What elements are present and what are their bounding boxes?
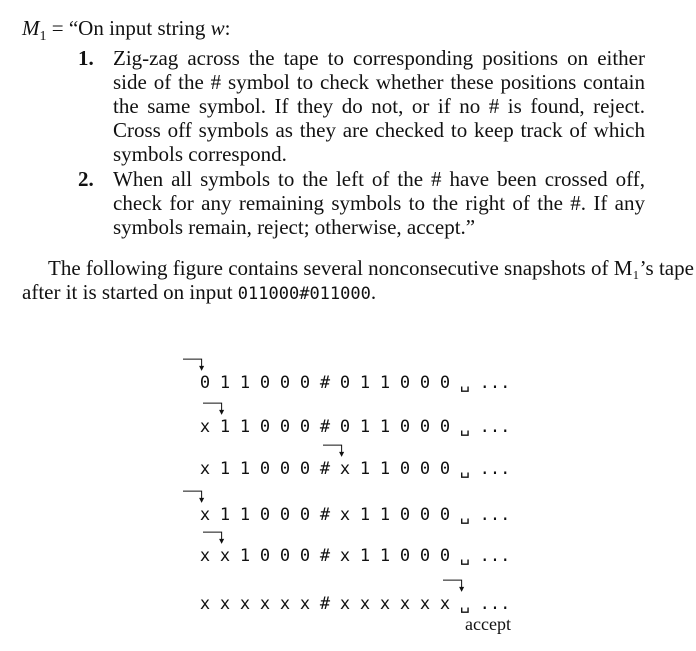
tape-cell: # (319, 459, 331, 479)
tape-cell: 0 (339, 373, 351, 393)
step-2-number: 2. (78, 167, 94, 191)
tape-row-3 (195, 459, 515, 479)
tape-cell: x (339, 594, 351, 614)
machine-definition-heading (22, 16, 230, 49)
tape-cell: 0 (439, 459, 451, 479)
tape-cell: x (199, 594, 211, 614)
tape-cell: ␣ (459, 417, 471, 437)
tape-head-arrow-icon (183, 490, 205, 504)
step-1-line-3: the same symbol. If they do not, or if no # is found, reject. (113, 94, 645, 118)
tape-cell: 0 (199, 373, 211, 393)
tape-cell: 0 (439, 546, 451, 566)
tape-cell: ... (479, 459, 511, 479)
tape-cell: 0 (399, 459, 411, 479)
tape-row-2 (195, 417, 515, 437)
tape-cell: 1 (379, 373, 391, 393)
tape-cell: 0 (419, 505, 431, 525)
tape-cell: 1 (219, 505, 231, 525)
para-line-2-suffix: . (370, 280, 377, 304)
tape-cell: 0 (259, 373, 271, 393)
tape-cell: 0 (339, 417, 351, 437)
tape-cell: ␣ (459, 459, 471, 479)
tape-cell: 0 (299, 417, 311, 437)
tape-cell: x (219, 594, 231, 614)
tape-cell: 1 (239, 505, 251, 525)
tape-cell: x (279, 594, 291, 614)
step-1-line-5: symbols correspond. (113, 142, 287, 166)
tape-cell: 0 (279, 546, 291, 566)
accept-label: accept (465, 614, 511, 634)
tape-cell: x (239, 594, 251, 614)
tape-cell: 1 (219, 459, 231, 479)
step-1-line-2: side of the # symbol to check whether these positions contain (113, 70, 645, 94)
tape-row-5 (195, 546, 515, 566)
tape-cell: ... (479, 546, 511, 566)
tape-cell: 0 (299, 459, 311, 479)
tape-head-arrow-icon (323, 444, 345, 458)
tape-cell: ... (479, 594, 511, 614)
tape-cell: ... (479, 417, 511, 437)
tape-cell: 1 (239, 417, 251, 437)
tape-cell: 0 (399, 546, 411, 566)
tape-cell: x (419, 594, 431, 614)
tape-cell: 0 (259, 505, 271, 525)
para-line-2 (22, 280, 694, 306)
tape-cell: x (379, 594, 391, 614)
tape-cell: 0 (299, 546, 311, 566)
tape-head-arrow-icon (203, 402, 225, 416)
tape-cell: 0 (399, 373, 411, 393)
step-2-text (113, 167, 645, 239)
tape-cell: # (319, 373, 331, 393)
para-line-1: The following figure contains several nonconsecutive snapshots of M₁’s tape (48, 256, 694, 280)
tape-cell: ␣ (459, 373, 471, 393)
tape-cell: x (199, 459, 211, 479)
tape-cell: x (339, 459, 351, 479)
tape-cell: ␣ (459, 505, 471, 525)
machine-name: M (22, 16, 40, 40)
tape-cell: 1 (239, 459, 251, 479)
tape-cell: 0 (279, 373, 291, 393)
tape-cell: x (199, 546, 211, 566)
tape-cell: # (319, 594, 331, 614)
tape-cell: 1 (359, 546, 371, 566)
tape-cell: x (299, 594, 311, 614)
tape-cell: x (199, 417, 211, 437)
tape-cell: 1 (239, 546, 251, 566)
tape-cell: 1 (359, 505, 371, 525)
machine-eq: = “On input string (46, 16, 211, 40)
tape-cell: ... (479, 505, 511, 525)
tape-cell: # (319, 546, 331, 566)
tape-cell: 0 (279, 459, 291, 479)
tape-cell: 1 (359, 459, 371, 479)
tape-cell: 0 (299, 373, 311, 393)
tape-cell: 1 (359, 373, 371, 393)
tape-cell: 1 (379, 459, 391, 479)
tape-cell: x (439, 594, 451, 614)
tape-cell: # (319, 417, 331, 437)
tape-cell: x (339, 546, 351, 566)
tape-cell: 1 (379, 546, 391, 566)
machine-input-var: w (210, 16, 225, 40)
tape-cell: 1 (239, 373, 251, 393)
tape-cell: x (199, 505, 211, 525)
tape-cell: 0 (419, 373, 431, 393)
tape-row-6 (195, 594, 515, 614)
step-1-line-1: Zig-zag across the tape to corresponding positions on either (113, 46, 645, 70)
tape-cell: ... (479, 373, 511, 393)
step-2-line-3: symbols remain, reject; otherwise, accept.” (113, 215, 476, 239)
tape-cell: 0 (259, 459, 271, 479)
tape-cell: 0 (259, 546, 271, 566)
tape-cell: ␣ (459, 594, 471, 614)
tape-cell: 0 (419, 417, 431, 437)
tape-cell: 0 (419, 546, 431, 566)
tape-cell: x (219, 546, 231, 566)
tape-cell: 0 (279, 505, 291, 525)
step-2-line-1: When all symbols to the left of the # have been crossed off, (113, 167, 645, 191)
tape-cell: x (259, 594, 271, 614)
tape-cell: 0 (399, 505, 411, 525)
tape-cell: 0 (259, 417, 271, 437)
tape-row-1 (195, 373, 515, 393)
tape-head-arrow-icon (203, 531, 225, 545)
machine-colon: : (224, 16, 231, 40)
input-string: 011000#011000 (237, 284, 371, 304)
tape-cell: 1 (379, 417, 391, 437)
tape-cell: 0 (439, 417, 451, 437)
para-line-2-prefix: after it is started on input (22, 280, 238, 304)
tape-cell: x (359, 594, 371, 614)
tape-head-arrow-icon (443, 579, 465, 593)
tape-cell: 1 (219, 417, 231, 437)
tape-head-arrow-icon (183, 358, 205, 372)
tape-cell: 0 (399, 417, 411, 437)
tape-cell: ␣ (459, 546, 471, 566)
tape-cell: # (319, 505, 331, 525)
machine-subscript: 1 (39, 29, 47, 45)
tape-cell: 0 (299, 505, 311, 525)
step-1-line-4: Cross off symbols as they are checked to keep track of which (113, 118, 645, 142)
tape-cell: 0 (279, 417, 291, 437)
tape-cell: x (399, 594, 411, 614)
tape-row-4 (195, 505, 515, 525)
tape-cell: 0 (439, 505, 451, 525)
tape-cell: 0 (439, 373, 451, 393)
tape-cell: 1 (379, 505, 391, 525)
tape-cell: 1 (359, 417, 371, 437)
step-1-text (113, 46, 645, 166)
tape-cell: 0 (419, 459, 431, 479)
tape-cell: x (339, 505, 351, 525)
tape-cell: 1 (219, 373, 231, 393)
step-1-number: 1. (78, 46, 94, 70)
step-2-line-2: check for any remaining symbols to the right of the #. If any (113, 191, 645, 215)
figure-intro-paragraph (22, 256, 694, 306)
